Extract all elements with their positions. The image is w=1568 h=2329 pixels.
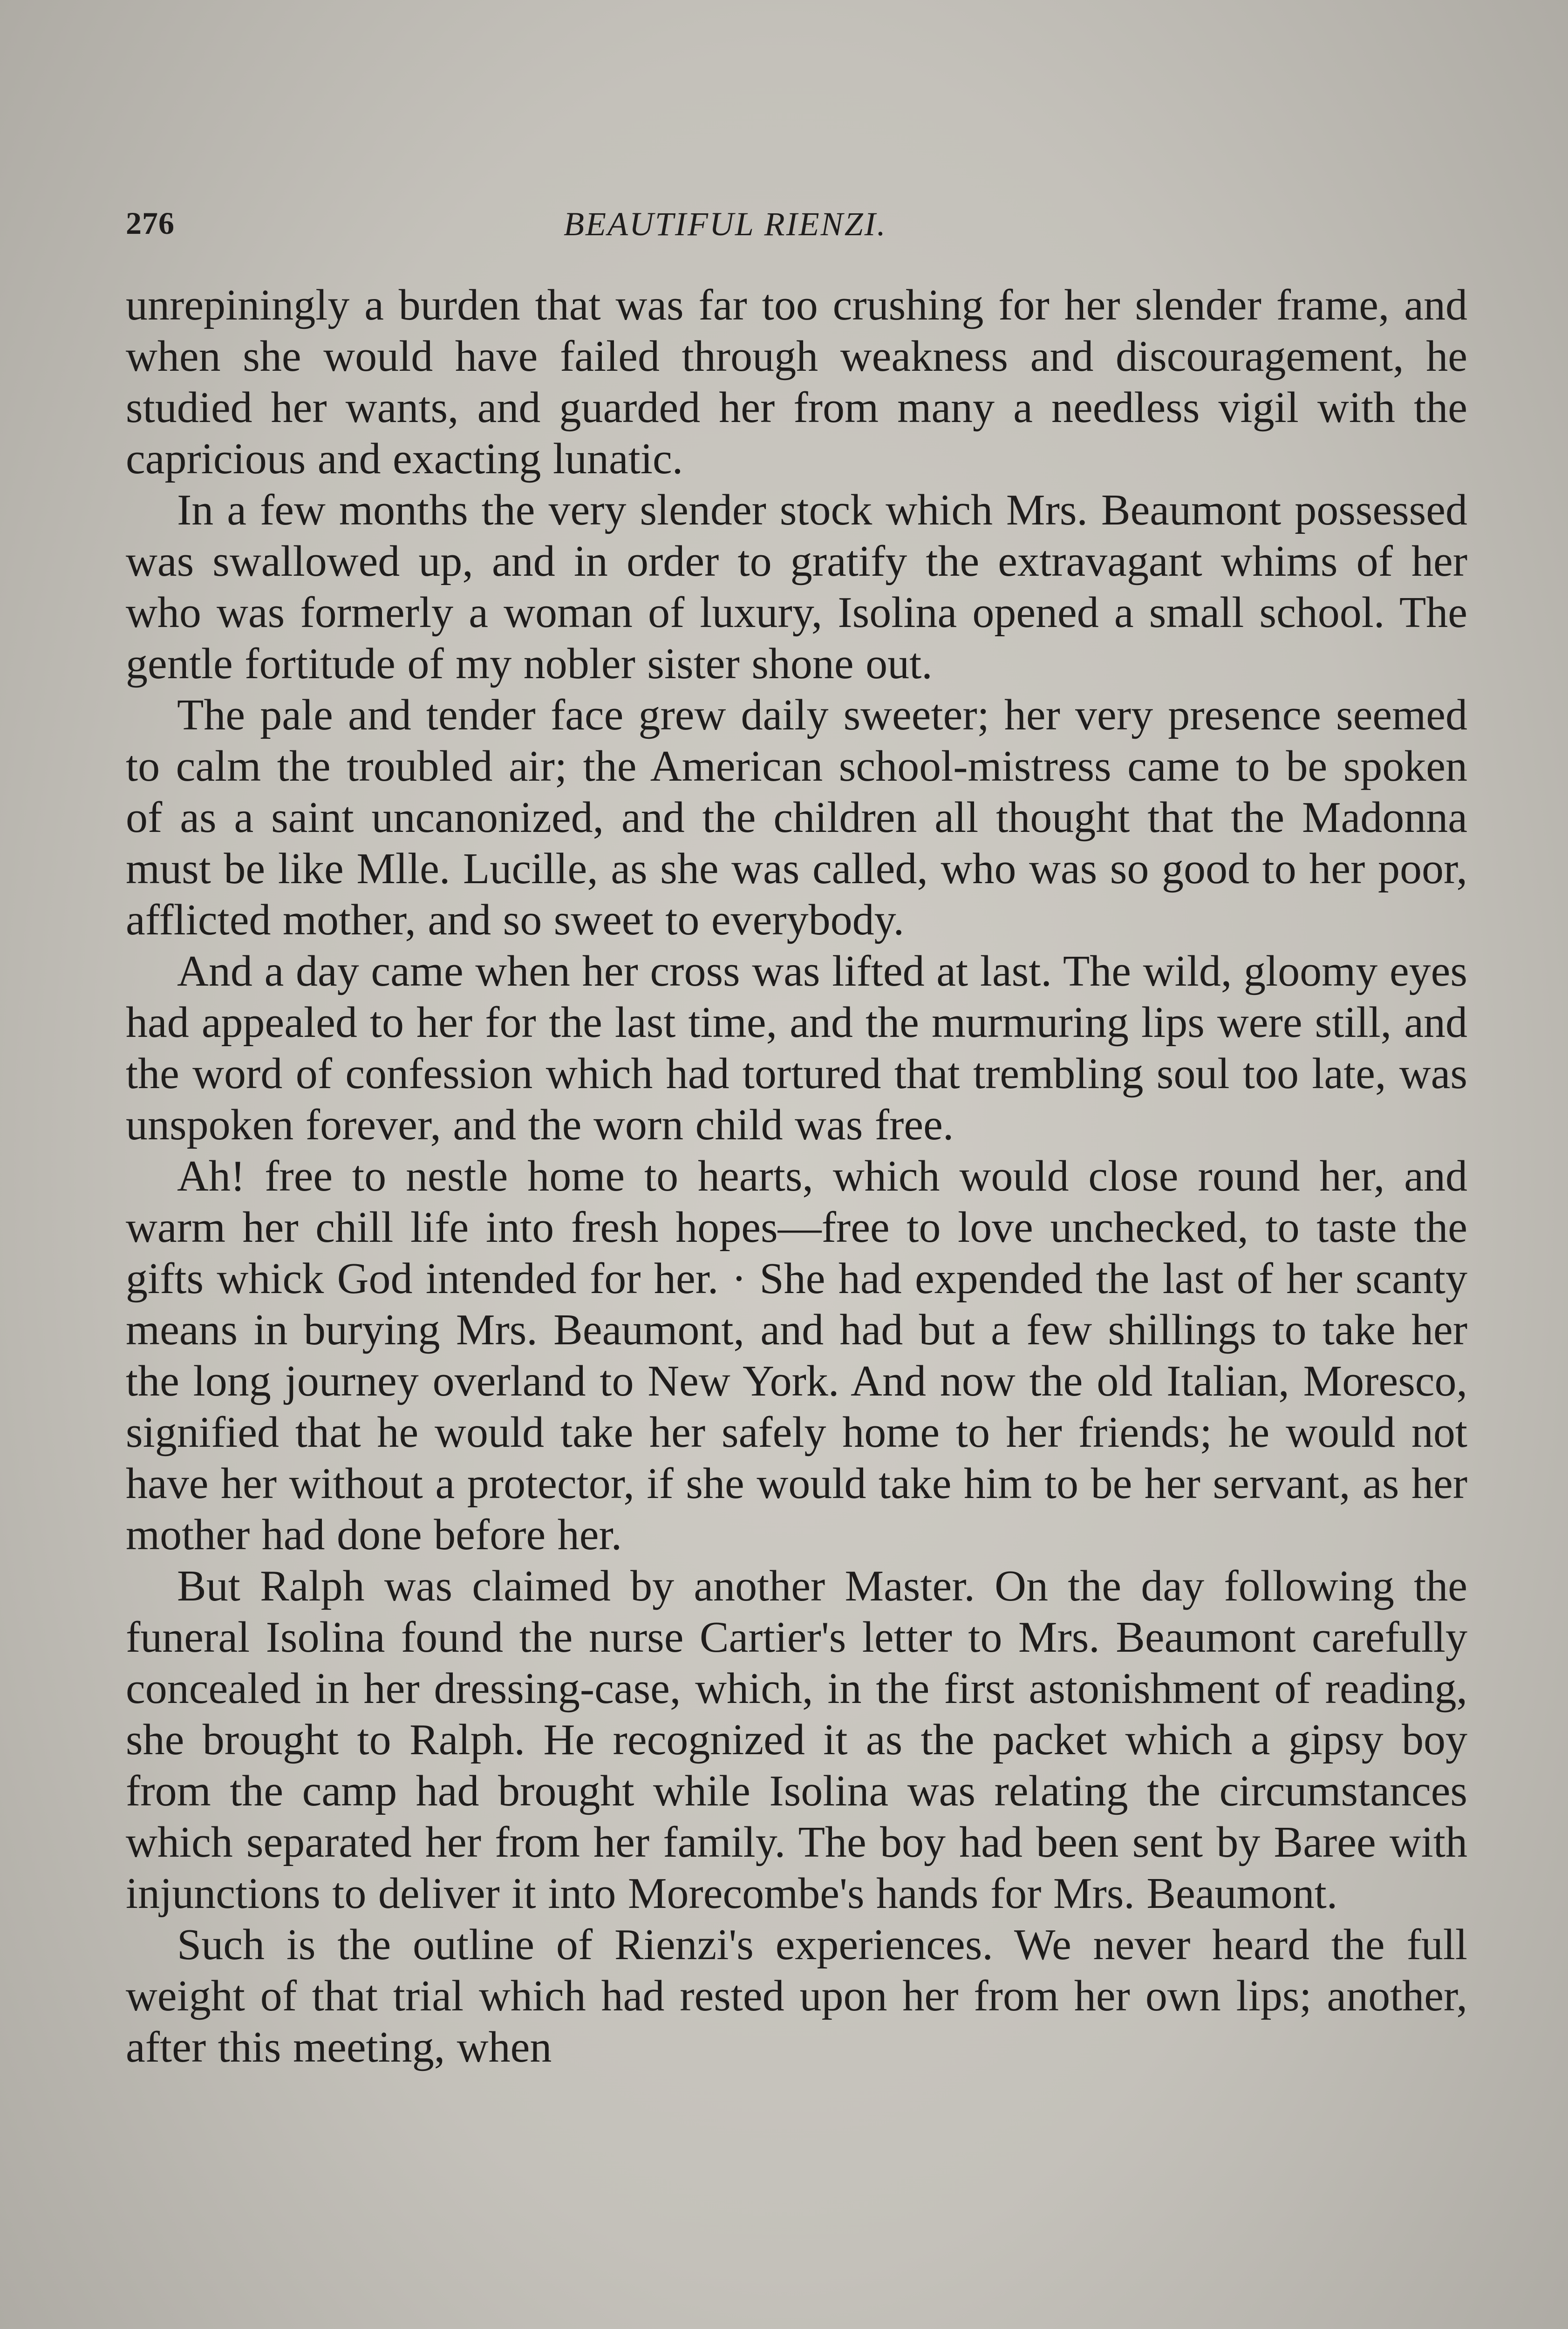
paragraph: In a few months the very slender stock which Mrs. Beaumont possessed was swallowed up, and in order to gratify the extravagant whims of her who was formerly a woman of luxury, Isolina opened a small school. The gentle fortitude of my nobler sister shone out.: [126, 486, 1467, 688]
running-head: [126, 205, 1475, 256]
page-number: 276: [126, 205, 175, 241]
paragraph: Such is the outline of Rienzi's experiences. We never heard the full weight of that trial which had rested upon her from her own lips; another, after this meeting, when: [126, 1920, 1467, 2071]
paragraph: unrepiningly a burden that was far too crushing for her slender frame, and when she would have failed through weakness and discouragement, he studied her wants, and guarded her from many a needless vigil with the capricious and exacting lunatic.: [126, 281, 1467, 483]
paragraph: Ah! free to nestle home to hearts, which would close round her, and warm her chill life into fresh hopes—free to love unchecked, to taste the gifts whick God intended for her. · She had expended the last of her scanty means in burying Mrs. Beaumont, and had but a few shillings to take her the long journey overland to New York. And now the old Italian, Moresco, signified that he would take her safely home to her friends; he would not have her without a protector, if she would take him to be her servant, as her mother had done before her.: [126, 1152, 1467, 1559]
paragraph: And a day came when her cross was lifted at last. The wild, gloomy eyes had appealed to her for the last time, and the murmuring lips were still, and the word of confession which had tortured that trembling soul too late, was unspoken forever, and the worn child was free.: [126, 947, 1467, 1149]
book-title: BEAUTIFUL RIENZI.: [564, 205, 887, 243]
paragraph: The pale and tender face grew daily sweeter; her very presence seemed to calm the troubled air; the American school-mistress came to be spoken of as a saint uncanonized, and the children all thought that the Madonna must be like Mlle. Lucille, as she was called, who was so good to her poor, afflicted mother, and so sweet to everybody.: [126, 691, 1467, 944]
paragraph: But Ralph was claimed by another Master. On the day following the funeral Isolina found the nurse Cartier's letter to Mrs. Beaumont carefully concealed in her dressing-case, which, in the first astonishment of reading, she brought to Ralph. He recognized it as the packet which a gipsy boy from the camp had brought while Isolina was relating the circumstances which separated her from her family. The boy had been sent by Baree with injunctions to deliver it into Morecombe's hands for Mrs. Beaumont.: [126, 1562, 1467, 1918]
body-text: [126, 279, 1467, 2073]
